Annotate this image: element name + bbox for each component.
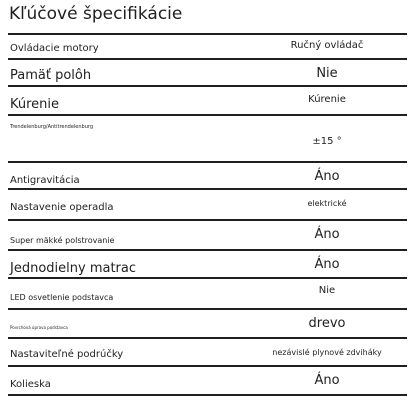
spec-label: Kolieska xyxy=(10,379,51,390)
spec-label: Antigravitácia xyxy=(10,175,80,186)
spec-value: Nie xyxy=(316,66,338,81)
spec-value: Nie xyxy=(318,285,336,296)
spec-value: drevo xyxy=(308,316,346,331)
spec-row-control-motors xyxy=(8,33,407,60)
spec-value: ±15 ° xyxy=(312,136,342,147)
spec-row-base-finish xyxy=(8,310,407,339)
spec-value: Áno xyxy=(314,373,340,388)
spec-value: Áno xyxy=(314,169,340,184)
spec-label: Nastavenie operadla xyxy=(10,202,114,213)
spec-row-mattress xyxy=(8,251,407,279)
spec-label: Povrchová úprava podstavca xyxy=(10,325,68,330)
spec-row-antigravity xyxy=(8,163,407,190)
spec-row-trendelenburg xyxy=(8,116,407,163)
spec-value: nezávislé plynové zdviháky xyxy=(272,348,382,357)
spec-row-position-memory xyxy=(8,60,407,87)
spec-row-armrests xyxy=(8,339,407,367)
spec-value: elektrické xyxy=(307,199,347,208)
spec-value: Kúrenie xyxy=(308,94,346,105)
spec-label: Trendelenburg/Antitrendelenburg xyxy=(10,124,94,130)
spec-row-backrest xyxy=(8,190,407,221)
spec-row-wheels xyxy=(8,367,407,396)
spec-row-padding xyxy=(8,221,407,251)
spec-label: Kúrenie xyxy=(10,97,60,112)
spec-value: Áno xyxy=(314,257,340,272)
spec-row-led xyxy=(8,279,407,310)
spec-label: Ovládacie motory xyxy=(10,43,99,54)
spec-label: Nastaviteľné podrúčky xyxy=(10,349,124,360)
spec-row-heating xyxy=(8,87,407,116)
spec-label: Jednodielny matrac xyxy=(10,261,137,276)
spec-value: Ručný ovládač xyxy=(290,40,364,51)
spec-value: Áno xyxy=(314,227,340,242)
section-title: Kľúčové špecifikácie xyxy=(9,4,183,24)
spec-label: Pamäť polôh xyxy=(10,68,92,83)
spec-label: LED osvetlenie podstavca xyxy=(10,293,114,302)
spec-label: Super mäkké polstrovanie xyxy=(10,236,115,245)
